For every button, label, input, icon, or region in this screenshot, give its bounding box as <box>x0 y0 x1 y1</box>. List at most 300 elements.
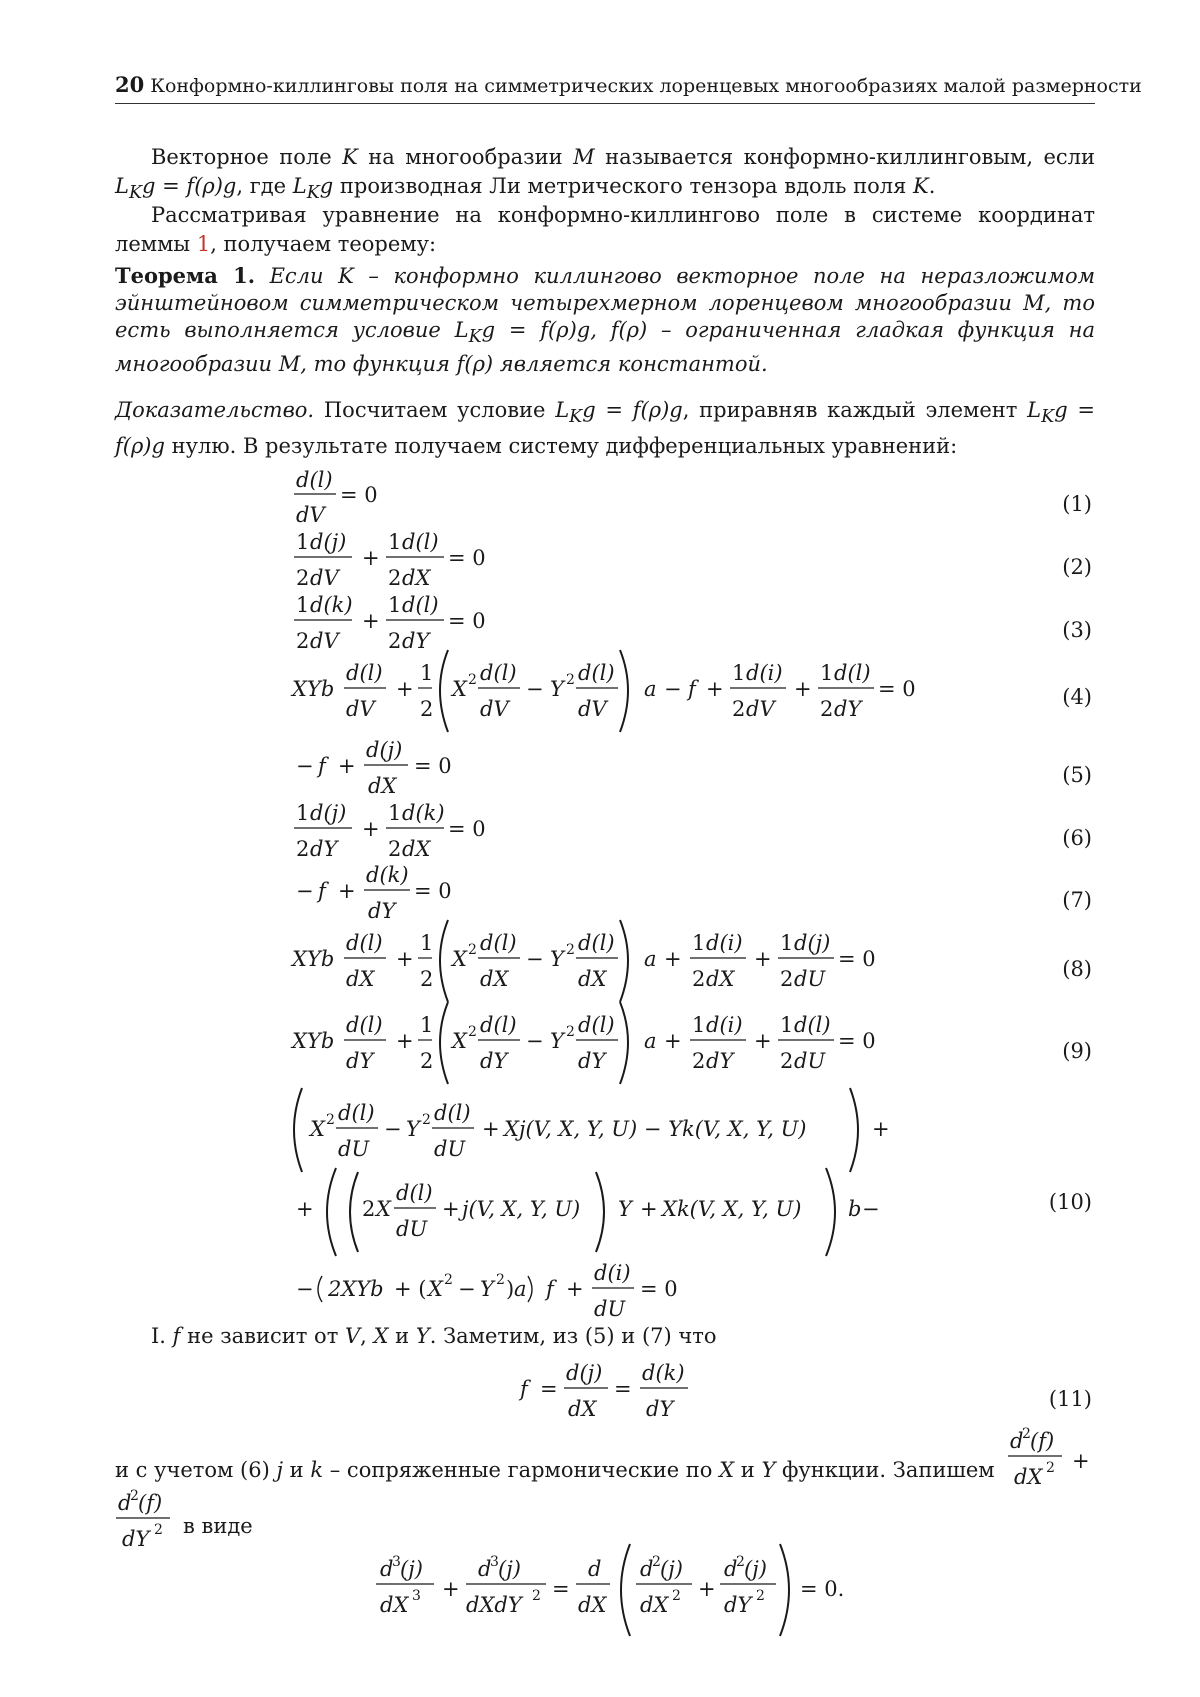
equation-text: X <box>452 1029 467 1053</box>
equation-text: d(l) <box>346 931 383 955</box>
running-title: Конформно-киллинговы поля на симметрических лоренцевых многообразиях малой размерности <box>150 75 1142 97</box>
equation-text: Y <box>406 1117 420 1141</box>
equation-text: (j) <box>660 1557 683 1581</box>
harmonic-paragraph-tail: в виде <box>183 1514 253 1538</box>
equation-text: d(l) <box>296 468 333 492</box>
equation-text: Y <box>550 947 564 971</box>
equation-text: (f) <box>1030 1429 1055 1453</box>
equation-11 <box>518 1361 688 1421</box>
equation-text: 2 <box>732 697 746 721</box>
equation-text: + <box>442 1197 460 1221</box>
equation-text: d(i) <box>594 1261 631 1285</box>
equation-text: 1 <box>692 931 706 955</box>
equation-text: dX <box>368 774 397 798</box>
equation-text: 1 <box>296 801 310 825</box>
equation-text: (j) <box>400 1557 423 1581</box>
equation-text: + <box>296 1197 314 1221</box>
equation-text: = 0 <box>448 546 486 570</box>
case-numeral: I. <box>151 1324 173 1348</box>
text: , где <box>236 174 293 198</box>
text: , то есть выполняется условие <box>115 291 1095 342</box>
text: , <box>590 318 611 342</box>
equation-text: + <box>396 1029 414 1053</box>
equation-text: 2 <box>1022 1426 1031 1442</box>
equation-text: 2 <box>468 672 477 688</box>
equation-text: X <box>376 1197 391 1221</box>
math-sub-K: K <box>468 327 482 348</box>
equation-text: 2 <box>756 1588 765 1604</box>
equation-text: + <box>442 1577 460 1601</box>
math-k: k <box>310 1458 324 1482</box>
harmonic-equation <box>376 1544 844 1636</box>
equation-text: 1 <box>732 661 746 685</box>
math-Y: Y <box>415 1324 430 1348</box>
equation-text: = <box>540 1377 558 1401</box>
math-sub-K: K <box>569 407 583 428</box>
equation-text: d(l) <box>480 931 517 955</box>
equation-text: 2 <box>652 1554 661 1570</box>
equation-text: d(l) <box>396 1181 433 1205</box>
equation-text: dX <box>402 837 431 861</box>
equation-text: XYb <box>292 677 335 701</box>
equation-text: d(l) <box>578 661 615 685</box>
equation-text: dV <box>746 697 775 721</box>
equation-text: f <box>688 677 696 701</box>
text: Векторное поле <box>151 145 343 169</box>
equation-text: 2 <box>566 672 575 688</box>
equation-text: dX <box>578 1593 607 1617</box>
text: называется конформно-киллинговым, если <box>594 145 1096 169</box>
equation-text: d(j) <box>310 801 347 825</box>
equation-text: dX <box>480 967 509 991</box>
equation-text: dV <box>578 697 607 721</box>
equation-text: d <box>588 1557 602 1581</box>
equation-text: 1 <box>780 1013 794 1037</box>
equation-number-4: (4) <box>1062 685 1092 709</box>
equation-text: 1 <box>388 801 402 825</box>
equation-text: dX <box>640 1593 669 1617</box>
text: функции. Запишем <box>775 1458 995 1482</box>
math-j: j <box>276 1458 283 1482</box>
equation-text: − <box>664 677 682 701</box>
equation-text: d(l) <box>338 1101 375 1125</box>
equation-text: f <box>318 879 326 903</box>
math-X: X <box>373 1324 389 1348</box>
equation-text: dY <box>706 1049 734 1073</box>
text: – ограниченная гладкая функция на многообразии <box>115 318 1095 377</box>
equation-text: 1 <box>296 593 310 617</box>
equation-text: − <box>526 947 544 971</box>
equation-text: dX <box>346 967 375 991</box>
equation-text: 2 <box>420 967 434 991</box>
equation-text: Y <box>480 1277 494 1301</box>
equation-text: = 0 <box>448 817 486 841</box>
text: , то функция <box>300 352 457 377</box>
theorem-label: Теорема 1. <box>115 263 256 288</box>
equation-text: d <box>640 1557 654 1581</box>
math-M: M <box>278 352 301 377</box>
equation-text: 2 <box>296 566 310 590</box>
equation-text: 2 <box>388 566 402 590</box>
equation-text: d(l) <box>434 1101 471 1125</box>
equation-text: XYb <box>292 1029 335 1053</box>
equation-text: = 0 <box>340 483 378 507</box>
equation-text: d(j) <box>366 738 403 762</box>
equation-text: dU <box>396 1217 428 1241</box>
math-f-rho: f(ρ) <box>456 352 494 377</box>
text: Если <box>255 264 339 288</box>
equation-text: 2 <box>566 942 575 958</box>
math-L: L <box>292 174 307 198</box>
equation-text: d <box>118 1491 132 1515</box>
equation-text: − <box>458 1277 476 1301</box>
equation-text: X <box>310 1117 325 1141</box>
equation-number-2: (2) <box>1062 555 1092 579</box>
equation-text: + <box>338 879 356 903</box>
equation-text: 2XYb <box>328 1277 384 1301</box>
equation-text: 2 <box>420 697 434 721</box>
equation-text: 2 <box>444 1272 453 1288</box>
equation-text: a <box>514 1277 527 1301</box>
equation-text: dV <box>296 503 325 527</box>
equation-text: d(k) <box>642 1361 685 1385</box>
equation-text: dX <box>578 967 607 991</box>
equation-text: Y <box>618 1197 632 1221</box>
equation-text: 2 <box>422 1112 431 1128</box>
equation-text: d(i) <box>706 1013 743 1037</box>
equation-9 <box>290 1002 876 1084</box>
equation-text: = 0 <box>838 1029 876 1053</box>
math-K: K <box>342 145 358 169</box>
text: , приравняв каждый элемент <box>682 398 1028 422</box>
equation-5 <box>296 738 452 798</box>
equation-number-7: (7) <box>1062 888 1092 912</box>
equation-text: d(k) <box>310 593 353 617</box>
equation-text: d(l) <box>794 1013 831 1037</box>
equation-8 <box>290 920 876 1002</box>
equation-text: 1 <box>388 530 402 554</box>
equation-text: d(j) <box>310 530 347 554</box>
equation-text: f <box>318 754 326 778</box>
equation-number-1: (1) <box>1062 492 1092 516</box>
math-K: K <box>913 174 929 198</box>
equation-text: Y <box>550 1029 564 1053</box>
equation-number-8: (8) <box>1062 957 1092 981</box>
equation-number-11: (11) <box>1048 1387 1092 1411</box>
equation-text: + <box>396 947 414 971</box>
equation-text: + <box>482 1117 500 1141</box>
equation-text: d(i) <box>746 661 783 685</box>
math-condition: g = f(ρ)g <box>115 398 1095 459</box>
equation-text: = 0 <box>448 609 486 633</box>
equation-text: dY <box>578 1049 606 1073</box>
equation-text: 2 <box>566 1024 575 1040</box>
equation-text: j(V, X, Y, U) <box>462 1197 581 1221</box>
equation-6 <box>294 801 486 861</box>
math-L: L <box>454 318 469 342</box>
math-L: L <box>555 398 570 422</box>
equation-text: d(l) <box>480 1013 517 1037</box>
proof-label: Доказательство. <box>115 398 315 422</box>
equation-text: dY <box>834 697 862 721</box>
math-Y: Y <box>761 1458 776 1482</box>
equation-text: dV <box>310 629 339 653</box>
equation-text: d <box>724 1557 738 1581</box>
equation-text: 3 <box>392 1554 401 1570</box>
text: , <box>360 1324 374 1348</box>
equation-text: 2 <box>326 1112 335 1128</box>
equation-text: d(i) <box>706 931 743 955</box>
equation-text: 2 <box>736 1554 745 1570</box>
equation-text: = <box>552 1577 570 1601</box>
equation-text: 2 <box>780 967 794 991</box>
equation-text: − <box>384 1117 402 1141</box>
equation-text: + <box>664 947 682 971</box>
math-L: L <box>115 174 129 198</box>
equation-text: = 0 <box>640 1277 678 1301</box>
equation-text: 2 <box>154 1522 163 1538</box>
equation-text: dY <box>646 1397 674 1421</box>
equation-4 <box>290 650 916 732</box>
equation-text: 2 <box>820 697 834 721</box>
equation-text: d <box>478 1557 492 1581</box>
equation-text: = <box>614 1377 632 1401</box>
equation-text: X <box>452 947 467 971</box>
text: , получаем теорему: <box>210 232 437 256</box>
equation-number-10: (10) <box>1048 1190 1092 1214</box>
text: . Заметим, из (5) и (7) что <box>429 1324 717 1348</box>
equation-text: + <box>664 1029 682 1053</box>
text: и с учетом (6) <box>115 1458 277 1482</box>
math-M: M <box>573 145 595 169</box>
equation-text: a <box>644 947 657 971</box>
equation-text: f <box>520 1377 528 1401</box>
math-X: X <box>719 1458 735 1482</box>
equation-text: d <box>1010 1429 1024 1453</box>
equation-text: dY <box>480 1049 508 1073</box>
equation-text: 1 <box>692 1013 706 1037</box>
inline-fraction-dxx <box>1008 1426 1090 1489</box>
equation-text: dXdY <box>466 1593 522 1617</box>
equation-number-9: (9) <box>1062 1039 1092 1063</box>
text: не зависит от <box>180 1324 345 1348</box>
lemma-reference-link[interactable]: 1 <box>196 232 211 256</box>
math-condition: g = f(ρ)g <box>142 174 237 198</box>
math-f: f <box>172 1324 181 1348</box>
equation-text: = 0 <box>414 879 452 903</box>
equation-text: d(l) <box>834 661 871 685</box>
text: и <box>388 1324 416 1348</box>
equation-10 <box>294 1088 890 1321</box>
text: – сопряженные гармонические по <box>323 1458 720 1482</box>
equation-text: − <box>526 1029 544 1053</box>
equation-text: b <box>848 1197 862 1221</box>
equation-text: 2 <box>296 837 310 861</box>
equation-text: Xj(V, X, Y, U) − Yk(V, X, Y, U) <box>504 1117 807 1141</box>
equation-text: = 0 <box>414 754 452 778</box>
equation-text: d(l) <box>578 931 615 955</box>
text: – конформно киллингово векторное поле на неразложимом эйнштейновом симметрическом четырехмерном лоренцевом многообразии <box>115 264 1095 315</box>
equation-text: dY <box>724 1593 752 1617</box>
text: и <box>734 1458 762 1482</box>
equation-text: 2 <box>130 1488 139 1504</box>
equation-text: dU <box>594 1297 626 1321</box>
inline-fraction-dyy <box>116 1488 170 1551</box>
equation-text: 2 <box>362 1197 376 1221</box>
equation-text: 2 <box>388 629 402 653</box>
equation-text: + <box>698 1577 716 1601</box>
math-condition: g = f(ρ)g <box>481 318 591 342</box>
equation-text: 3 <box>490 1554 499 1570</box>
equation-text: dV <box>310 566 339 590</box>
math-sub-K: K <box>128 183 143 204</box>
equation-text: − <box>296 879 314 903</box>
equation-text: 2 <box>532 1588 541 1604</box>
equation-text: d(j) <box>566 1361 603 1385</box>
math-M: M <box>1023 291 1045 315</box>
equation-text: 2 <box>692 967 706 991</box>
equation-text: 1 <box>388 593 402 617</box>
equation-text: ) <box>506 1277 515 1301</box>
equation-2 <box>294 530 486 590</box>
equation-text: dU <box>794 1049 826 1073</box>
equation-text: 1 <box>420 1013 434 1037</box>
math-L: L <box>1027 398 1042 422</box>
equation-text: 2 <box>388 837 402 861</box>
math-sub-K: K <box>306 183 320 204</box>
equation-text: d(l) <box>402 530 439 554</box>
equation-text: dU <box>434 1137 466 1161</box>
equation-text: = 0 <box>878 677 916 701</box>
equation-text: + <box>640 1197 658 1221</box>
text: на многообразии <box>357 145 574 169</box>
equation-text: d(l) <box>578 1013 615 1037</box>
equation-text: + <box>754 947 772 971</box>
equation-text: a <box>644 1029 657 1053</box>
equation-text: 2 <box>692 1049 706 1073</box>
equation-text: + <box>566 1277 584 1301</box>
equation-text: + <box>706 677 724 701</box>
math-K: K <box>338 264 354 288</box>
equation-number-5: (5) <box>1062 763 1092 787</box>
equation-3 <box>294 593 486 653</box>
equation-text: dX <box>1014 1465 1043 1489</box>
equation-text: − <box>296 1277 314 1301</box>
text: производная Ли метрического тензора вдоль поля <box>333 174 913 198</box>
equation-text: d(l) <box>346 1013 383 1037</box>
text: нулю. В результате получаем систему дифференциальных уравнений: <box>164 434 958 459</box>
equation-text: dY <box>346 1049 374 1073</box>
equation-text: 1 <box>420 661 434 685</box>
equation-text: + <box>794 677 812 701</box>
equation-text: (f) <box>138 1491 163 1515</box>
equation-text: (j) <box>744 1557 767 1581</box>
equation-text: 1 <box>820 661 834 685</box>
equation-text: − <box>296 754 314 778</box>
equation-text: a <box>644 677 657 701</box>
equation-text: + ( <box>394 1277 427 1301</box>
equation-text: + <box>362 609 380 633</box>
equation-text: d <box>380 1557 394 1581</box>
equation-text: dY <box>310 837 338 861</box>
equation-text: 2 <box>780 1049 794 1073</box>
equation-text: (j) <box>498 1557 521 1581</box>
equation-text: + <box>872 1117 890 1141</box>
equation-text: d(k) <box>402 801 445 825</box>
equation-text: dX <box>568 1397 597 1421</box>
equation-text: Xk(V, X, Y, U) <box>662 1197 802 1221</box>
equation-text: + <box>338 754 356 778</box>
equation-text: d(j) <box>794 931 831 955</box>
equation-text: dX <box>706 967 735 991</box>
equation-text: + <box>754 1029 772 1053</box>
equation-text: + <box>1072 1449 1090 1473</box>
equation-text: 2 <box>468 942 477 958</box>
page-number: 20 <box>115 72 145 97</box>
equation-number-3: (3) <box>1062 618 1092 642</box>
equation-text: = 0 <box>838 947 876 971</box>
math-g: g <box>319 174 334 198</box>
equation-text: 1 <box>780 931 794 955</box>
equation-7 <box>296 863 452 923</box>
equation-text: dY <box>402 629 430 653</box>
equation-text: 2 <box>672 1588 681 1604</box>
text: . <box>928 174 936 198</box>
equation-text: − <box>862 1197 880 1221</box>
text: Посчитаем условие <box>314 398 556 422</box>
equation-text: + <box>396 677 414 701</box>
equation-text: 2 <box>468 1024 477 1040</box>
equation-text: d(k) <box>366 863 409 887</box>
math-V: V <box>345 1324 361 1348</box>
equation-text: 1 <box>420 931 434 955</box>
equation-text: = 0. <box>800 1577 845 1601</box>
equation-text: dX <box>380 1593 409 1617</box>
equation-text: + <box>362 817 380 841</box>
equation-text: d(l) <box>402 593 439 617</box>
equation-text: + <box>362 546 380 570</box>
equation-text: f <box>546 1277 554 1301</box>
equation-text: dV <box>346 697 375 721</box>
equation-text: 2 <box>296 629 310 653</box>
equation-text: 1 <box>296 530 310 554</box>
equation-text: dX <box>402 566 431 590</box>
equation-text: dV <box>480 697 509 721</box>
text: является константой. <box>493 352 768 377</box>
equation-text: d(l) <box>346 661 383 685</box>
equation-text: − <box>526 677 544 701</box>
equation-text: 3 <box>412 1588 421 1604</box>
equation-text: 2 <box>496 1272 505 1288</box>
math-f-rho: f(ρ) <box>610 318 648 342</box>
equation-text: X <box>428 1277 443 1301</box>
math-sub-K: K <box>1041 407 1055 428</box>
equation-number-6: (6) <box>1062 826 1092 850</box>
equation-text: X <box>452 677 467 701</box>
math-condition: g = f(ρ)g <box>582 398 683 422</box>
equation-text: Y <box>550 677 564 701</box>
equation-text: d(l) <box>480 661 517 685</box>
text: и <box>282 1458 311 1482</box>
equation-text: dU <box>338 1137 370 1161</box>
text: Рассматривая уравнение на конформно-киллингово поле в системе координат леммы <box>115 203 1095 256</box>
equation-text: dY <box>122 1527 150 1551</box>
equation-text: dY <box>368 899 396 923</box>
equation-text: 2 <box>420 1049 434 1073</box>
equation-text: 2 <box>1046 1460 1055 1476</box>
equation-1 <box>294 468 378 527</box>
equation-text: XYb <box>292 947 335 971</box>
